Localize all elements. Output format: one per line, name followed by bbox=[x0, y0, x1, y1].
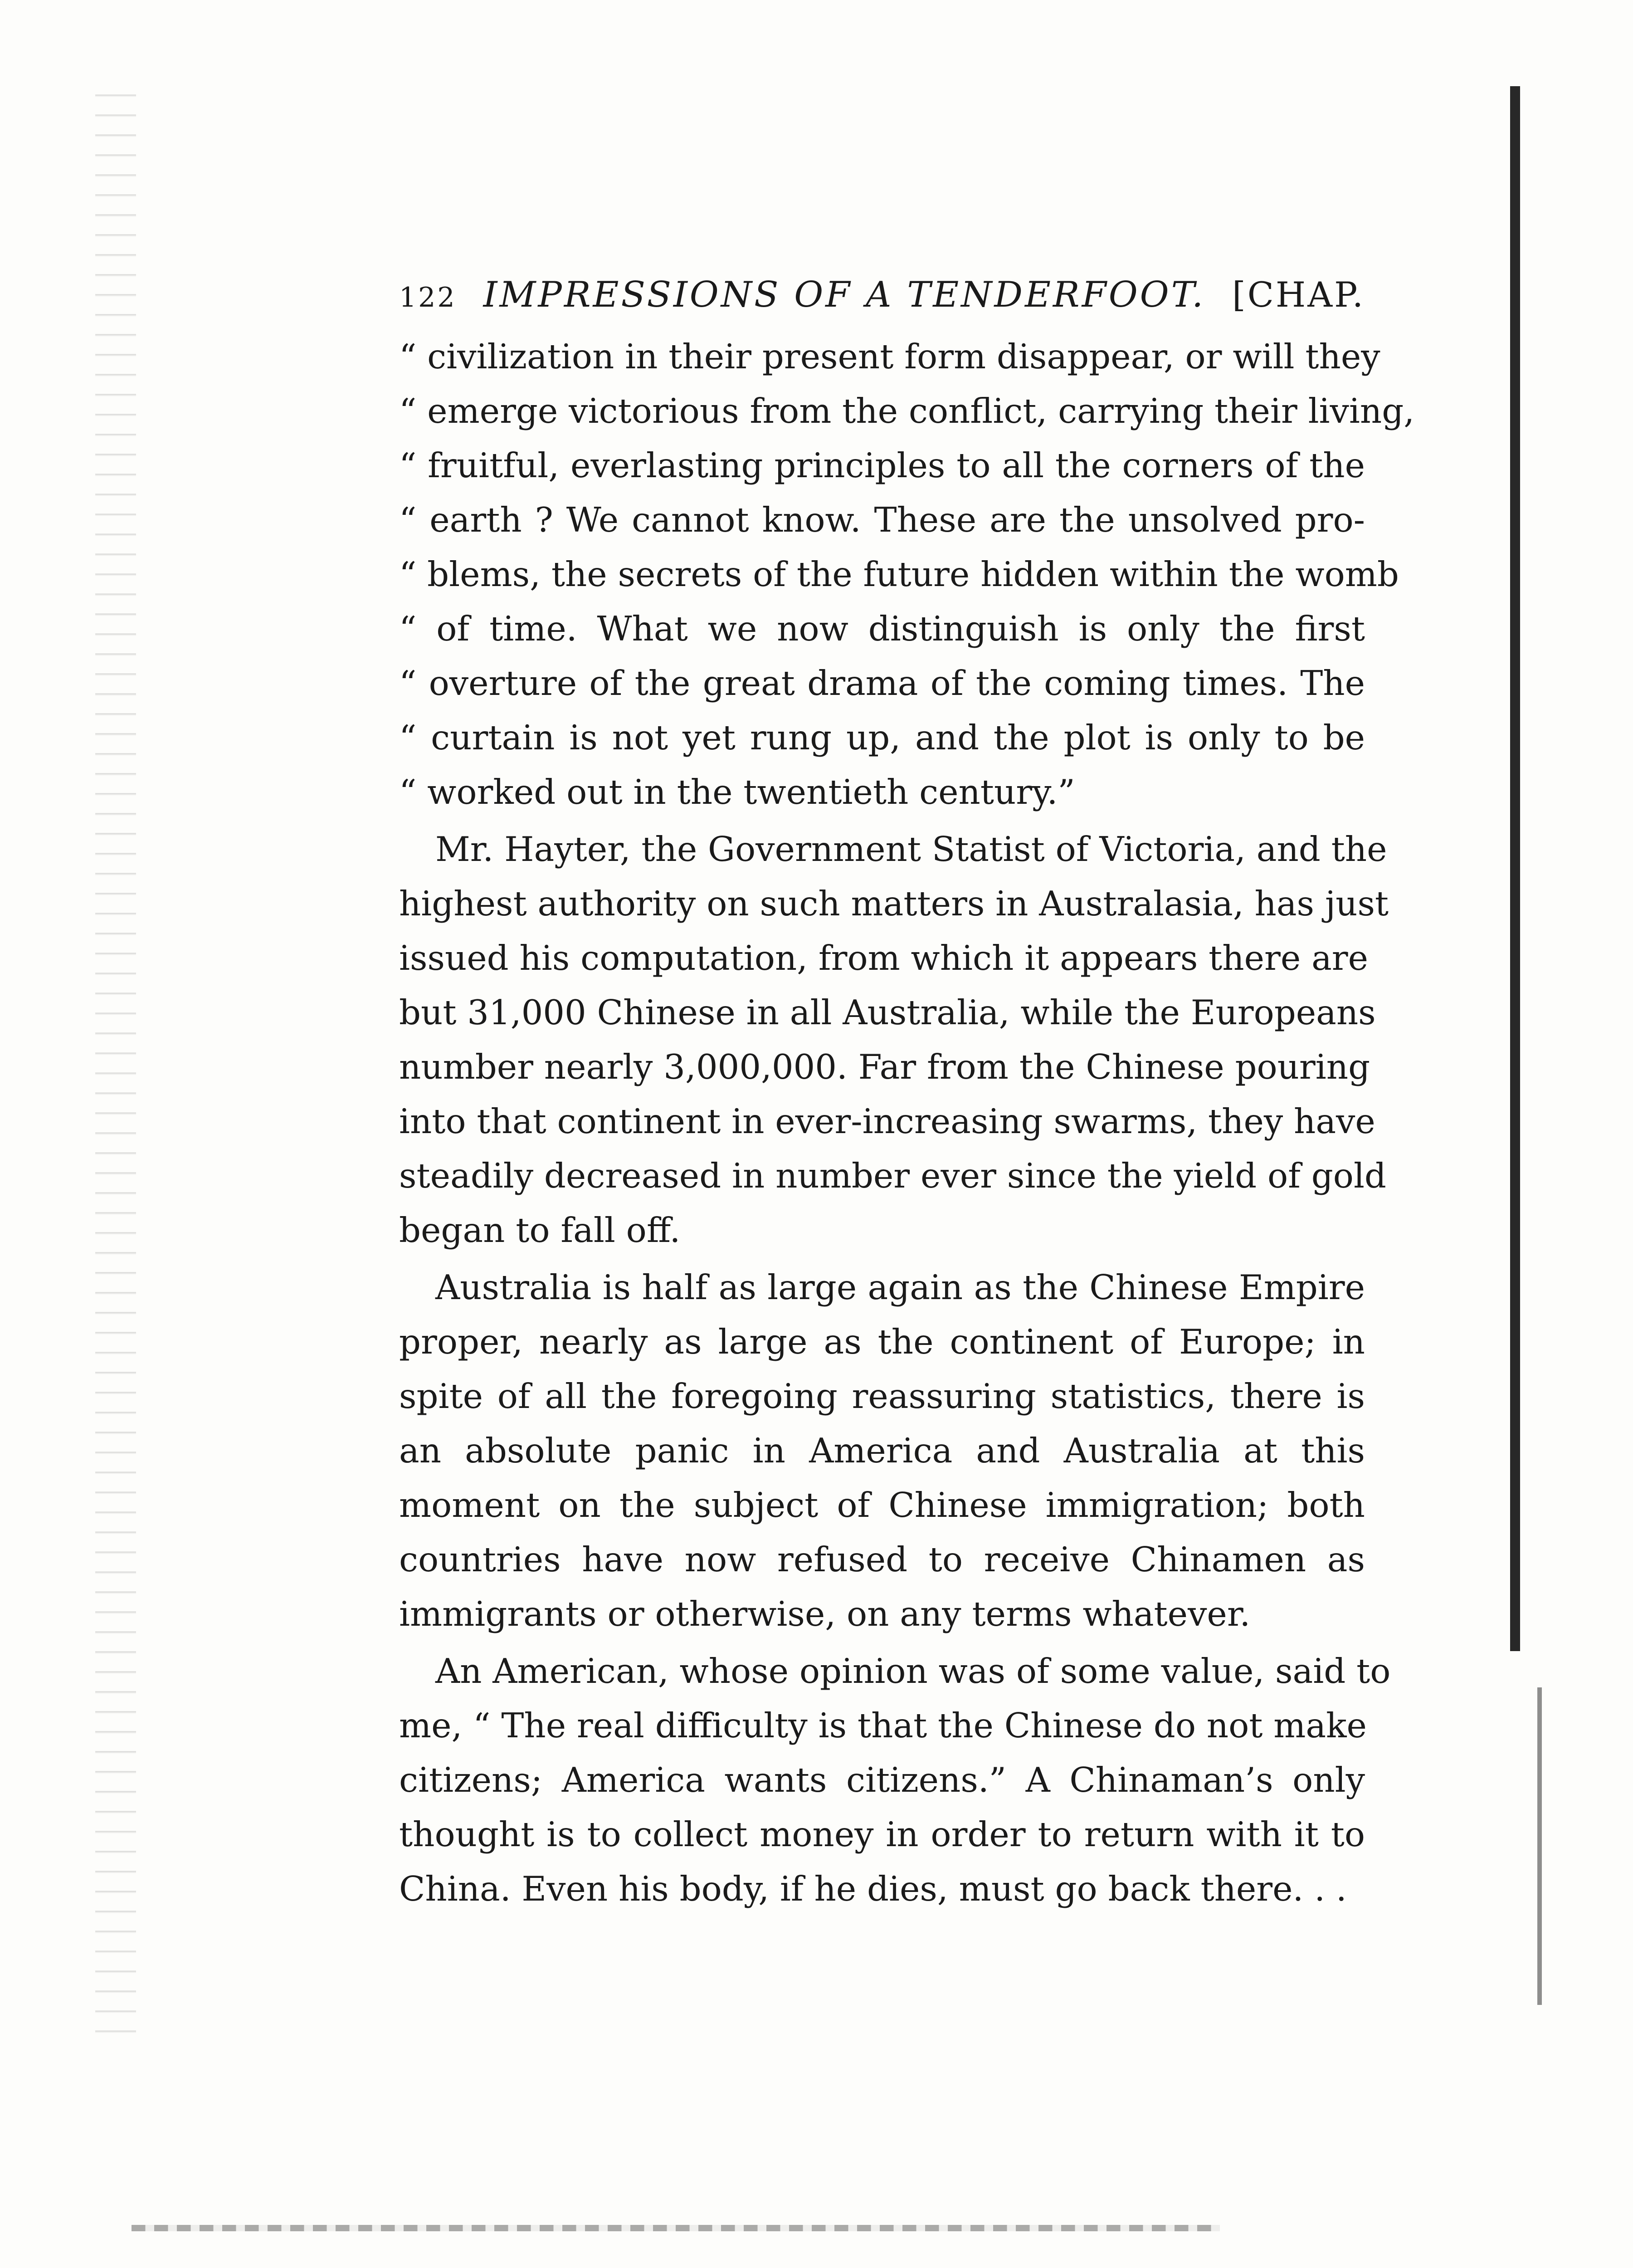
text-line: “ of time. What we now distinguish is only the first bbox=[399, 609, 1365, 649]
text-line: An American, whose opinion was of some value, said to bbox=[435, 1651, 1391, 1691]
text-line: China. Even his body, if he dies, must go back there. . . bbox=[399, 1869, 1347, 1909]
chapter-marker: [CHAP. bbox=[1232, 274, 1365, 315]
scan-edge-speckle bbox=[95, 77, 136, 2050]
page-number: 122 bbox=[399, 282, 457, 313]
text-line: “ curtain is not yet rung up, and the plot is only to be bbox=[399, 718, 1365, 758]
text-line: “ blems, the secrets of the future hidden within the womb bbox=[399, 554, 1399, 594]
text-line: number nearly 3,000,000. Far from the Chinese pouring bbox=[399, 1047, 1370, 1087]
text-line: moment on the subject of Chinese immigration; both bbox=[399, 1485, 1365, 1525]
text-line: into that continent in ever-increasing swarms, they have bbox=[399, 1101, 1375, 1141]
running-title: IMPRESSIONS OF A TENDERFOOT. bbox=[483, 274, 1205, 315]
binding-shadow-lower bbox=[1537, 1687, 1542, 2005]
text-line: issued his computation, from which it appears there are bbox=[399, 938, 1369, 978]
text-line: Mr. Hayter, the Government Statist of Victoria, and the bbox=[435, 829, 1387, 869]
text-line: Australia is half as large again as the Chinese Empire bbox=[435, 1267, 1365, 1307]
text-line: spite of all the foregoing reassuring statistics, there is bbox=[399, 1376, 1365, 1416]
text-line: “ civilization in their present form disappear, or will they bbox=[399, 337, 1380, 376]
scan-bottom-edge bbox=[132, 2225, 1220, 2231]
text-line: me, “ The real difficulty is that the Chinese do not make bbox=[399, 1706, 1367, 1745]
paragraph-american bbox=[399, 1644, 1391, 1916]
text-line: citizens; America wants citizens.” A Chinaman’s only bbox=[399, 1760, 1365, 1800]
text-line: proper, nearly as large as the continent of Europe; in bbox=[399, 1322, 1365, 1362]
running-head bbox=[399, 272, 1365, 320]
text-line: thought is to collect money in order to return with it to bbox=[399, 1814, 1365, 1854]
text-block bbox=[399, 272, 1415, 1916]
paragraph-australia bbox=[399, 1260, 1365, 1641]
text-line: immigrants or otherwise, on any terms whatever. bbox=[399, 1594, 1251, 1634]
text-line: countries have now refused to receive Chinamen as bbox=[399, 1540, 1365, 1579]
text-line: “ overture of the great drama of the coming times. The bbox=[399, 663, 1365, 703]
text-line: highest authority on such matters in Australasia, has just bbox=[399, 884, 1389, 924]
text-line: began to fall off. bbox=[399, 1210, 681, 1250]
paragraph-hayter bbox=[399, 822, 1389, 1257]
binding-shadow bbox=[1510, 86, 1520, 1651]
text-line: “ fruitful, everlasting principles to all the corners of the bbox=[399, 445, 1365, 485]
text-line: an absolute panic in America and Australia at this bbox=[399, 1431, 1365, 1471]
text-line: “ worked out in the twentieth century.” bbox=[399, 772, 1075, 812]
text-line: “ emerge victorious from the conflict, carrying their living, bbox=[399, 391, 1415, 431]
text-line: “ earth ? We cannot know. These are the unsolved pro- bbox=[399, 500, 1365, 540]
text-line: steadily decreased in number ever since the yield of gold bbox=[399, 1156, 1386, 1196]
text-line: but 31,000 Chinese in all Australia, while the Europeans bbox=[399, 992, 1376, 1032]
paragraph-quote bbox=[399, 329, 1415, 819]
